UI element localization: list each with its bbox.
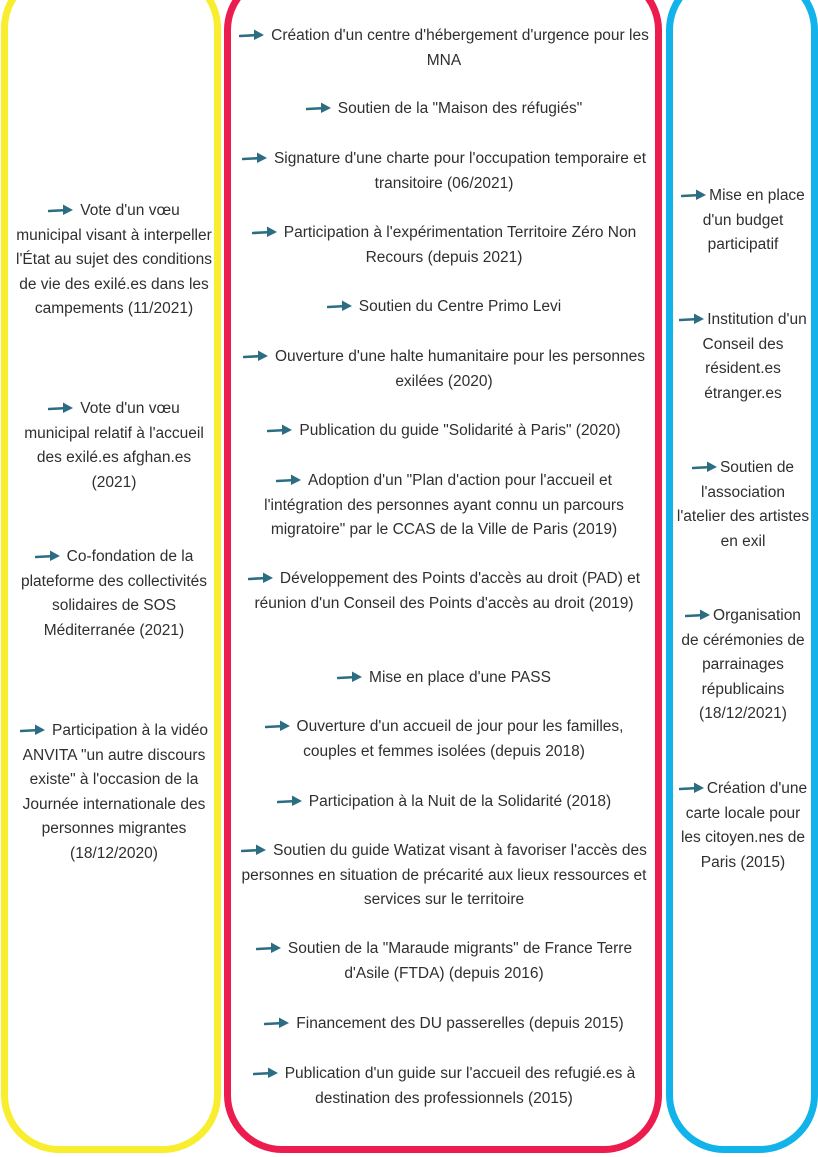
middle-item-10 — [236, 666, 652, 691]
middle-item-13 — [236, 839, 652, 913]
arrow-right-icon — [679, 312, 705, 326]
middle-item-15 — [236, 1012, 652, 1037]
arrow-right-icon — [256, 941, 282, 955]
middle-item-text: Mise en place d'une PASS — [369, 669, 551, 686]
middle-item-text: Soutien de la "Maraude migrants" de France Terre d'Asile (FTDA) (depuis 2016) — [287, 940, 633, 982]
arrow-right-icon — [48, 203, 74, 217]
middle-item-text: Financement des DU passerelles (depuis 2015) — [296, 1015, 624, 1032]
arrow-right-icon — [264, 1016, 290, 1030]
arrow-right-icon — [692, 460, 718, 474]
arrow-right-icon — [248, 571, 274, 585]
arrow-right-icon — [681, 188, 707, 202]
middle-item-text: Adoption d'un "Plan d'action pour l'accueil et l'intégration des personnes ayant connu un parcours migratoire" par le CCAS de la Ville de Paris (2019) — [264, 472, 624, 538]
middle-item-text: Création d'un centre d'hébergement d'urgence pour les MNA — [271, 27, 649, 69]
arrow-right-icon — [35, 549, 61, 563]
middle-item-11 — [236, 715, 652, 764]
middle-item-9 — [236, 567, 652, 616]
arrow-right-icon — [241, 843, 267, 857]
arrow-right-icon — [48, 401, 74, 415]
middle-item-text: Participation à l'expérimentation Territoire Zéro Non Recours (depuis 2021) — [283, 224, 637, 266]
middle-item-6 — [236, 345, 652, 394]
right-item-3 — [676, 456, 810, 554]
arrow-right-icon — [327, 299, 353, 313]
arrow-right-icon — [276, 473, 302, 487]
middle-item-text: Soutien de la "Maison des réfugiés" — [337, 100, 583, 117]
left-item-2 — [16, 397, 212, 495]
middle-item-text: Publication du guide "Solidarité à Paris" (2020) — [299, 422, 621, 439]
left-item-text: Vote d'un vœu municipal visant à interpeller l'État au sujet des conditions de vie des exilé.es dans les campements (11/2021) — [16, 202, 212, 317]
arrow-right-icon — [337, 670, 363, 684]
right-item-2 — [676, 308, 810, 406]
arrow-right-icon — [20, 723, 46, 737]
left-item-text: Vote d'un vœu municipal relatif à l'accueil des exilé.es afghan.es (2021) — [24, 400, 204, 491]
left-item-text: Co-fondation de la plateforme des collectivités solidaires de SOS Méditerranée (2021) — [20, 548, 208, 639]
arrow-right-icon — [267, 423, 293, 437]
left-item-4 — [16, 719, 212, 866]
middle-item-2 — [236, 97, 652, 122]
middle-item-14 — [236, 937, 652, 986]
middle-item-text: Développement des Points d'accès au droit (PAD) et réunion d'un Conseil des Points d'accès au droit (2019) — [254, 570, 641, 612]
arrow-right-icon — [685, 608, 711, 622]
middle-item-16 — [236, 1062, 652, 1111]
right-item-text: Soutien de l'association l'atelier des artistes en exil — [676, 459, 810, 550]
middle-item-text: Soutien du Centre Primo Levi — [358, 298, 562, 315]
arrow-right-icon — [679, 781, 705, 795]
right-item-text: Institution d'un Conseil des résident.es étranger.es — [702, 311, 807, 402]
arrow-right-icon — [243, 349, 269, 363]
middle-item-3 — [236, 147, 652, 196]
middle-item-text: Soutien du guide Watizat visant à favoriser l'accès des personnes en situation de précarité aux lieux ressources et services sur le territoire — [241, 842, 647, 908]
right-item-5 — [676, 777, 810, 875]
middle-item-text: Participation à la Nuit de la Solidarité (2018) — [308, 793, 612, 810]
arrow-right-icon — [265, 719, 291, 733]
middle-item-4 — [236, 221, 652, 270]
arrow-right-icon — [277, 794, 303, 808]
right-item-text: Création d'une carte locale pour les citoyen.nes de Paris (2015) — [680, 780, 808, 871]
right-item-4 — [676, 604, 810, 727]
middle-item-7 — [236, 419, 652, 444]
arrow-right-icon — [242, 151, 268, 165]
left-item-text: Participation à la vidéo ANVITA "un autre discours existe" à l'occasion de la Journée internationale des personnes migrantes (18/12/2020) — [22, 722, 208, 862]
middle-item-text: Publication d'un guide sur l'accueil des refugié.es à destination des professionnels (2015) — [284, 1065, 636, 1107]
right-item-1 — [676, 184, 810, 258]
arrow-right-icon — [239, 28, 265, 42]
right-column — [666, 0, 818, 1153]
left-item-3 — [16, 545, 212, 643]
arrow-right-icon — [252, 225, 278, 239]
left-item-1 — [16, 199, 212, 322]
arrow-right-icon — [306, 101, 332, 115]
right-item-text: Organisation de cérémonies de parrainages républicains (18/12/2021) — [681, 607, 805, 722]
middle-item-text: Ouverture d'un accueil de jour pour les familles, couples et femmes isolées (depuis 2018) — [296, 718, 624, 760]
right-item-text: Mise en place d'un budget participatif — [702, 187, 805, 253]
middle-item-1 — [236, 24, 652, 73]
middle-item-text: Signature d'une charte pour l'occupation temporaire et transitoire (06/2021) — [273, 150, 647, 192]
middle-item-5 — [236, 295, 652, 320]
middle-item-text: Ouverture d'une halte humanitaire pour les personnes exilées (2020) — [274, 348, 646, 390]
middle-item-12 — [236, 790, 652, 815]
middle-item-8 — [236, 469, 652, 543]
arrow-right-icon — [253, 1066, 279, 1080]
